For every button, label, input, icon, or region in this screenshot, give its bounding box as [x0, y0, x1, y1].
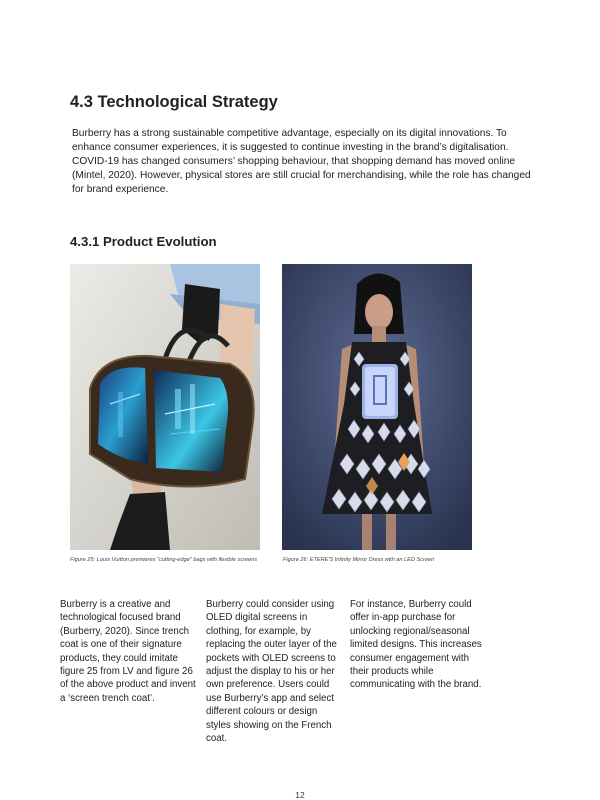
body-column-2: Burberry could consider using OLED digital screens in clothing, for example, by replacing the outer layer of the pockets with OLED screens to adjust the display to his or her own preference. Users could use Burberry’s app and select different colours or design styles showing on the French coat.: [206, 599, 337, 745]
intro-paragraph: Burberry has a strong sustainable competitive advantage, especially on its digital innovations. To enhance consumer experiences, it is suggested to continue investing in the brand’s digitalisation. COVID-19 has changed consumers’ shopping behaviour, that shopping demand has moved online (Mintel, 2020). However, physical stores are still crucial for merchandising, while the role has changed for brand experience.: [72, 128, 531, 195]
section-heading: 4.3 Technological Strategy: [70, 93, 278, 111]
figure-26-image: [282, 264, 472, 550]
bag-photo-illustration: [70, 264, 260, 550]
body-column-3: For instance, Burberry could offer in-app purchase for unlocking regional/seasonal limited designs. This increases consumer engagement with their products while communicating with the brand.: [350, 599, 482, 691]
figure-25-caption: Figure 25: Louis Vuitton premieres "cutting-edge" bags with flexible screens: [70, 557, 258, 563]
page-number: 12: [295, 790, 305, 800]
figure-25-image: [70, 264, 260, 550]
subsection-heading: 4.3.1 Product Evolution: [70, 234, 217, 249]
dress-photo-illustration: [282, 264, 472, 550]
figure-26-caption: Figure 26: ETERE'S Infinity Mirror Dress with an LED Screen: [283, 557, 435, 563]
body-column-1: Burberry is a creative and technological focused brand (Burberry, 2020). Since trench coat is one of their signature products, they could imitate figure 25 from LV and figure 26 of the above product and invent a ‘screen trench coat’.: [60, 599, 196, 704]
